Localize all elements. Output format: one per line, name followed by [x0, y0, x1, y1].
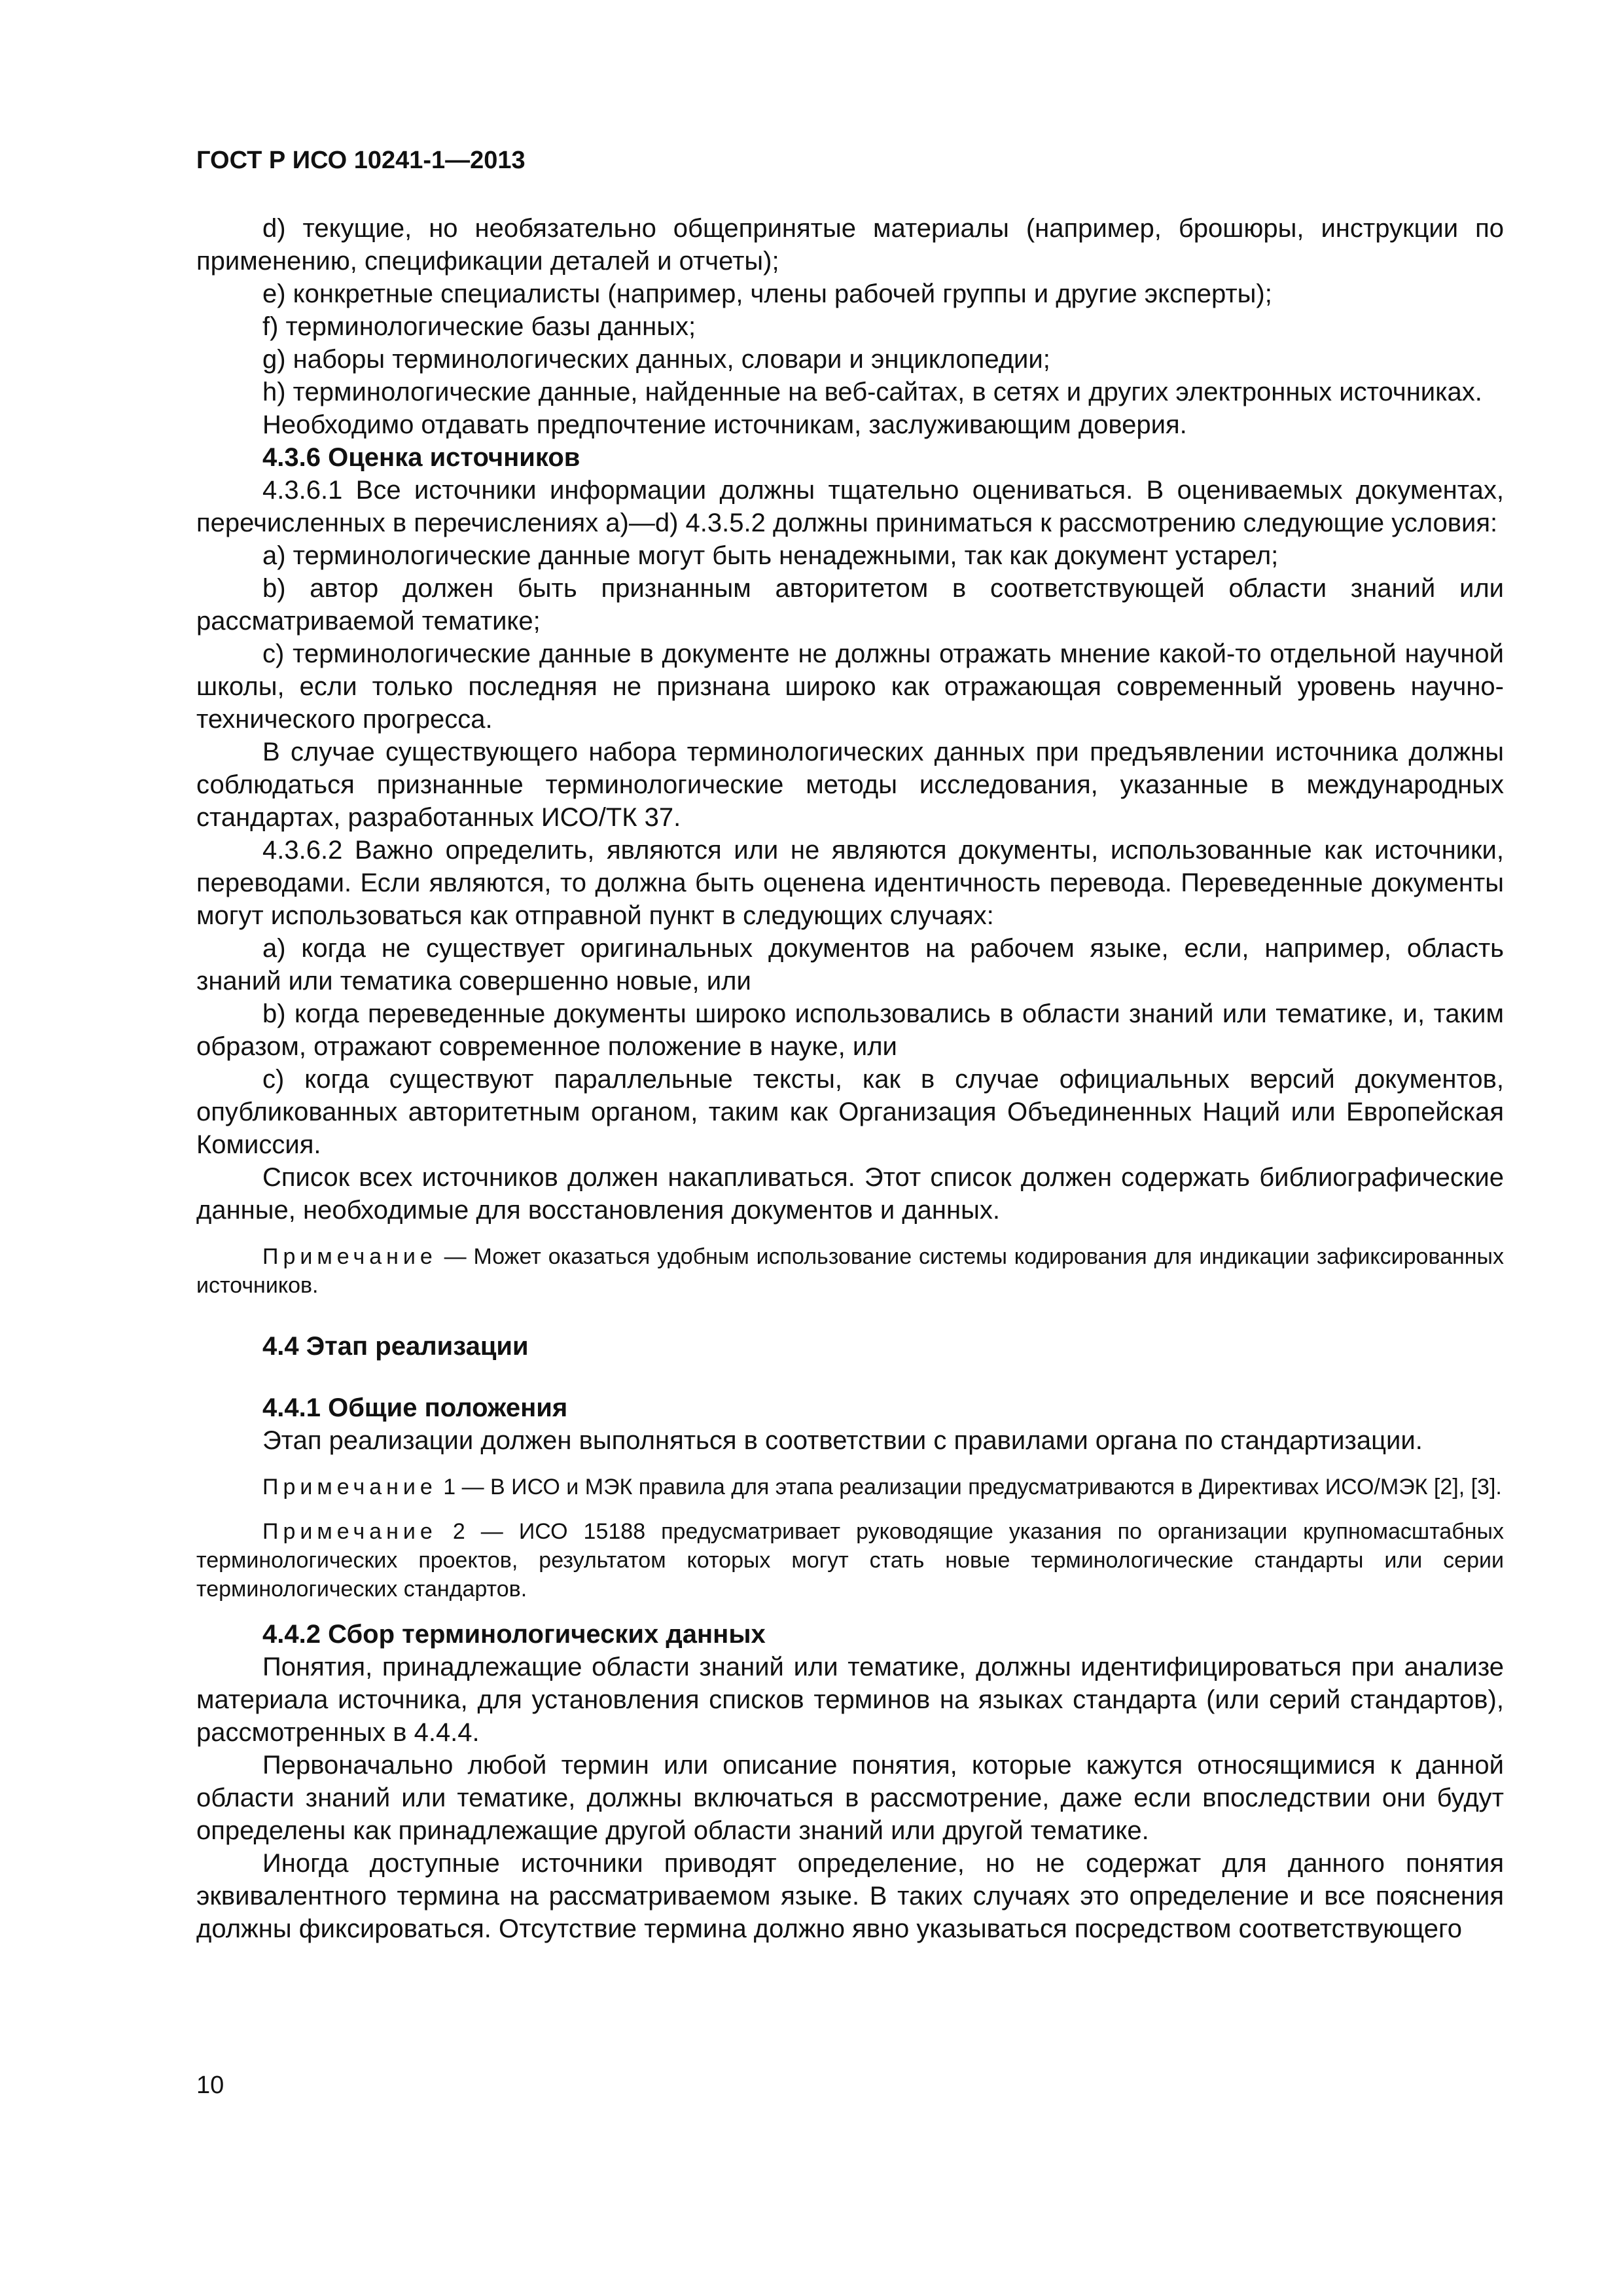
- list-item-a: a) терминологические данные могут быть ненадежными, так как документ устарел;: [262, 541, 1279, 570]
- paragraph-4-4-2-b: Первоначально любой термин или описание понятия, которые кажутся относящимися к данной области знаний или тематике, должны включаться в рассмотрение, даже если впоследствии они будут определены как принадлежащие другой области знаний или другой тематике.: [196, 1751, 1504, 1845]
- list-item-d: d) текущие, но необязательно общепринятые материалы (например, брошюры, инструкции по применению, спецификации деталей и отчеты);: [196, 214, 1504, 276]
- note-text: — Может оказаться удобным использование системы кодирования для индикации зафиксированных источников.: [196, 1244, 1504, 1298]
- page-number: 10: [196, 2072, 224, 2099]
- document-header: ГОСТ Р ИСО 10241-1—2013: [196, 147, 526, 174]
- list-item-f: f) терминологические базы данных;: [262, 312, 696, 341]
- note: [196, 1473, 1504, 1501]
- list-item-c: c) когда существуют параллельные тексты, как в случае официальных версий документов, опубликованных авторитетным органом, таким как Организация Объединенных Наций или Европейская Комиссия.: [196, 1065, 1504, 1159]
- heading-4-4-2: 4.4.2 Сбор терминологических данных: [262, 1620, 766, 1649]
- paragraph-4-4-2-c: Иногда доступные источники приводят определение, но не содержат для данного понятия эквивалентного термина на рассматриваемом языке. В таких случаях это определение и все пояснения должны фиксироваться. Отсутствие термина должно явно указываться посредством соответствующего: [196, 1849, 1504, 1943]
- paragraph-preference: Необходимо отдавать предпочтение источникам, заслуживающим доверия.: [262, 410, 1187, 439]
- heading-4-4: 4.4 Этап реализации: [262, 1332, 529, 1361]
- heading-4-4-1: 4.4.1 Общие положения: [262, 1393, 568, 1422]
- paragraph-4-4-1: Этап реализации должен выполняться в соответствии с правилами органа по стандартизации.: [262, 1426, 1423, 1455]
- paragraph-sources-list: Список всех источников должен накапливаться. Этот список должен содержать библиографические данные, необходимые для восстановления документов и данных.: [196, 1163, 1504, 1225]
- note-label: Примечание: [262, 1244, 437, 1269]
- list-item-a: a) когда не существует оригинальных документов на рабочем языке, если, например, область знаний или тематика совершенно новые, или: [196, 934, 1504, 996]
- list-item-e: e) конкретные специалисты (например, члены рабочей группы и другие эксперты);: [262, 279, 1272, 308]
- document-page: [196, 144, 1504, 2173]
- list-item-b: b) когда переведенные документы широко использовались в области знаний или тематике, и, таким образом, отражают современное положение в науке, или: [196, 999, 1504, 1061]
- note: [196, 1517, 1504, 1604]
- paragraph-existing-set: В случае существующего набора терминологических данных при предъявлении источника должны соблюдаться признанные терминологические методы исследования, указанные в международных стандартах, разработанных ИСО/ТК 37.: [196, 738, 1504, 832]
- note: [196, 1242, 1504, 1300]
- list-item-c: c) терминологические данные в документе не должны отражать мнение какой-то отдельной научной школы, если только последняя не признана широко как отражающая современный уровень научно-технического прогресса.: [196, 639, 1504, 734]
- note-text: 2 — ИСО 15188 предусматривает руководящие указания по организации крупномасштабных терминологических проектов, результатом которых могут стать новые терминологические стандарты или серии терминологических стандартов.: [196, 1519, 1504, 1602]
- list-item-b: b) автор должен быть признанным авторитетом в соответствующей области знаний или рассматриваемой тематике;: [196, 574, 1504, 636]
- heading-4-3-6: 4.3.6 Оценка источников: [262, 443, 580, 472]
- paragraph-4-3-6-2: 4.3.6.2 Важно определить, являются или не являются документы, использованные как источники, переводами. Если являются, то должна быть оценена идентичность перевода. Переведенные документы могут использоваться как отправной пункт в следующих случаях:: [196, 836, 1504, 930]
- note-label: Примечание: [262, 1475, 437, 1499]
- list-item-g: g) наборы терминологических данных, словари и энциклопедии;: [262, 345, 1050, 374]
- list-item-h: h) терминологические данные, найденные на веб-сайтах, в сетях и других электронных источниках.: [262, 378, 1482, 406]
- note-text: 1 — В ИСО и МЭК правила для этапа реализации предусматриваются в Директивах ИСО/МЭК [2], [3].: [437, 1475, 1502, 1499]
- paragraph-4-4-2-a: Понятия, принадлежащие области знаний или тематике, должны идентифицироваться при анализе материала источника, для установления списков терминов на языках стандарта (или серий стандартов), рассмотренных в 4.4.4.: [196, 1653, 1504, 1747]
- paragraph-4-3-6-1: 4.3.6.1 Все источники информации должны тщательно оцениваться. В оцениваемых документах, перечисленных в перечислениях а)—d) 4.3.5.2 должны приниматься к рассмотрению следующие условия:: [196, 476, 1504, 537]
- note-label: Примечание: [262, 1519, 437, 1544]
